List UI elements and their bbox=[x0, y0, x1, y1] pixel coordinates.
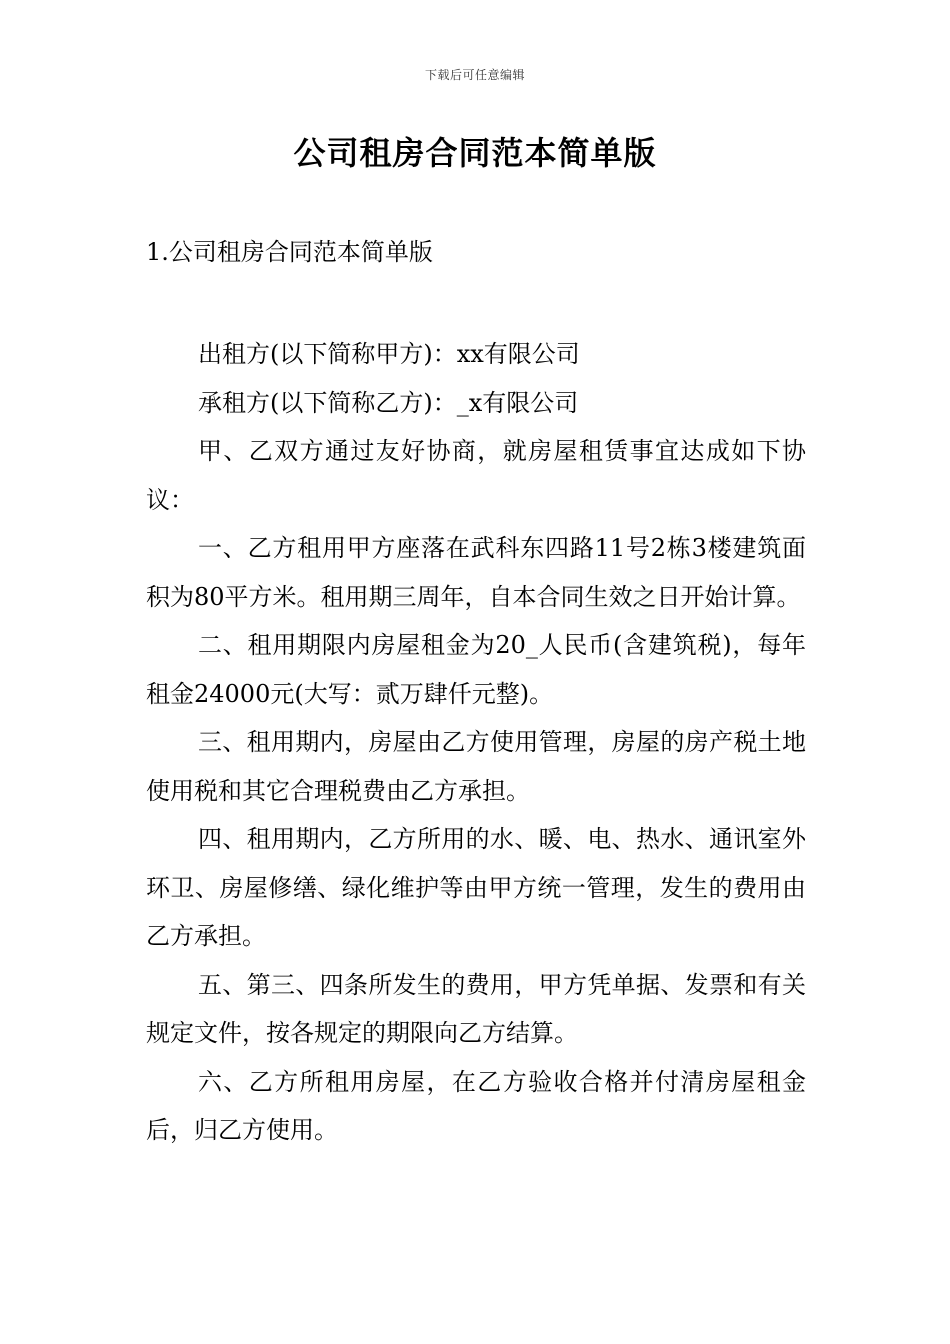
paragraph-clause-1: 一、乙方租用甲方座落在武科东四路11号2栋3楼建筑面积为80平方米。租用期三周年，自本合同生效之日开始计算。 bbox=[146, 534, 806, 611]
document-title: 公司租房合同范本简单版 bbox=[293, 134, 657, 172]
paragraph-clause-3: 三、租用期内，房屋由乙方使用管理，房屋的房产税土地使用税和其它合理税费由乙方承担。 bbox=[146, 728, 806, 805]
paragraph-agreement-intro: 甲、乙双方通过友好协商，就房屋租赁事宜达成如下协议： bbox=[146, 437, 806, 514]
paragraph-clause-4: 四、租用期内，乙方所用的水、暖、电、热水、通讯室外环卫、房屋修缮、绿化维护等由甲方统一管理，发生的费用由乙方承担。 bbox=[146, 825, 806, 950]
paragraph-clause-2: 二、租用期限内房屋租金为20_人民币(含建筑税)，每年租金24000元(大写：贰万肆仟元整)。 bbox=[146, 631, 806, 708]
paragraph-clause-5: 五、第三、四条所发生的费用，甲方凭单据、发票和有关规定文件，按各规定的期限向乙方结算。 bbox=[146, 970, 806, 1047]
paragraph-lessor: 出租方(以下简称甲方)：xx有限公司 bbox=[198, 340, 580, 368]
section-title: 1.公司租房合同范本简单版 bbox=[146, 238, 433, 266]
document-body bbox=[146, 330, 806, 1155]
paragraph-clause-6: 六、乙方所租用房屋，在乙方验收合格并付清房屋租金后，归乙方使用。 bbox=[146, 1067, 806, 1144]
paragraph-lessee: 承租方(以下简称乙方)：_x有限公司 bbox=[198, 388, 579, 417]
header-note: 下载后可任意编辑 bbox=[424, 68, 525, 82]
